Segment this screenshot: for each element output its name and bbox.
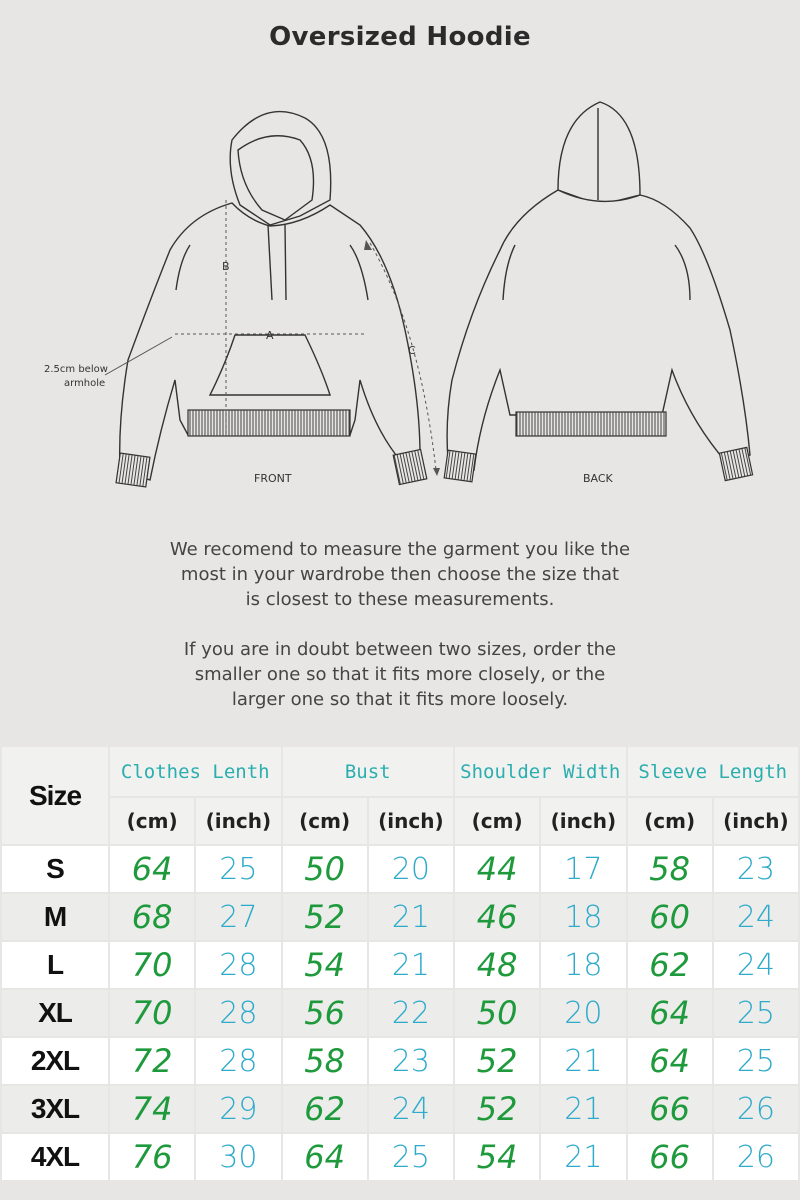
note-line: We recomend to measure the garment you like the: [169, 539, 631, 560]
label-c: C: [408, 344, 416, 357]
cm-value-cell: 58: [283, 1038, 367, 1084]
size-cell: M: [2, 894, 108, 940]
label-b: B: [222, 260, 230, 273]
inch-value-cell: 20: [369, 846, 453, 892]
cm-value-cell: 50: [283, 846, 367, 892]
note-line: smaller one so that it fits more closely, or the: [194, 664, 606, 685]
cm-value-cell: 50: [455, 990, 539, 1036]
unit-header: (inch): [369, 798, 453, 844]
inch-value-cell: 21: [369, 942, 453, 988]
size-cell: XL: [2, 990, 108, 1036]
size-cell: 3XL: [2, 1086, 108, 1132]
inch-value-cell: 26: [714, 1134, 798, 1180]
unit-header: (cm): [628, 798, 712, 844]
unit-row: [2, 798, 798, 844]
doubt-note: [0, 637, 800, 712]
inch-value-cell: 21: [541, 1086, 625, 1132]
inch-value-cell: 23: [369, 1038, 453, 1084]
inch-value-cell: 24: [369, 1086, 453, 1132]
inch-value-cell: 26: [714, 1086, 798, 1132]
cm-value-cell: 46: [455, 894, 539, 940]
cm-value-cell: 70: [110, 990, 194, 1036]
front-label: FRONT: [254, 472, 292, 485]
inch-value-cell: 28: [196, 1038, 280, 1084]
table-row: [2, 990, 798, 1036]
note-line: larger one so that it fits more loosely.: [231, 689, 569, 710]
cm-value-cell: 54: [283, 942, 367, 988]
measure-note: [0, 537, 800, 612]
front-left-cuff: [116, 453, 150, 487]
inch-value-cell: 22: [369, 990, 453, 1036]
table-row: [2, 1086, 798, 1132]
cm-value-cell: 66: [628, 1134, 712, 1180]
page-title: Oversized Hoodie: [269, 22, 531, 52]
cm-value-cell: 52: [455, 1038, 539, 1084]
inch-value-cell: 21: [541, 1038, 625, 1084]
cm-value-cell: 72: [110, 1038, 194, 1084]
size-header: Size: [2, 747, 108, 844]
inch-value-cell: 21: [369, 894, 453, 940]
note-line: most in your wardrobe then choose the size that: [180, 564, 620, 585]
unit-header: (cm): [283, 798, 367, 844]
cm-value-cell: 58: [628, 846, 712, 892]
inch-value-cell: 21: [541, 1134, 625, 1180]
inch-value-cell: 23: [714, 846, 798, 892]
cm-value-cell: 48: [455, 942, 539, 988]
unit-header: (inch): [196, 798, 280, 844]
table-row: [2, 846, 798, 892]
back-hood: [558, 102, 640, 205]
back-waistband: [516, 412, 666, 436]
inch-value-cell: 24: [714, 894, 798, 940]
unit-header: (cm): [455, 798, 539, 844]
size-cell: 2XL: [2, 1038, 108, 1084]
cm-value-cell: 64: [628, 990, 712, 1036]
note-line: is closest to these measurements.: [245, 589, 555, 610]
inch-value-cell: 18: [541, 894, 625, 940]
inch-value-cell: 18: [541, 942, 625, 988]
inch-value-cell: 25: [196, 846, 280, 892]
size-cell: L: [2, 942, 108, 988]
note-line: If you are in doubt between two sizes, order the: [183, 639, 617, 660]
table-row: [2, 1038, 798, 1084]
cm-value-cell: 56: [283, 990, 367, 1036]
front-waistband: [188, 410, 350, 436]
cm-value-cell: 64: [628, 1038, 712, 1084]
inch-value-cell: 28: [196, 942, 280, 988]
group-header-clothes-length: Clothes Lenth: [110, 747, 281, 796]
inch-value-cell: 25: [714, 1038, 798, 1084]
inch-value-cell: 29: [196, 1086, 280, 1132]
front-right-cuff: [393, 449, 427, 484]
size-cell: S: [2, 846, 108, 892]
cm-value-cell: 68: [110, 894, 194, 940]
header-row: [2, 747, 798, 796]
armhole-note-2: armhole: [64, 378, 106, 389]
unit-header: (cm): [110, 798, 194, 844]
inch-value-cell: 17: [541, 846, 625, 892]
table-row: [2, 894, 798, 940]
cm-value-cell: 62: [628, 942, 712, 988]
hoodie-sketch: [0, 95, 800, 495]
table-row: [2, 1134, 798, 1180]
inch-value-cell: 25: [714, 990, 798, 1036]
table-row: [2, 942, 798, 988]
inch-value-cell: 30: [196, 1134, 280, 1180]
inch-value-cell: 27: [196, 894, 280, 940]
cm-value-cell: 64: [283, 1134, 367, 1180]
inch-value-cell: 28: [196, 990, 280, 1036]
cm-value-cell: 66: [628, 1086, 712, 1132]
cm-value-cell: 52: [283, 894, 367, 940]
cm-value-cell: 64: [110, 846, 194, 892]
back-right-cuff: [719, 447, 752, 480]
group-header-shoulder-width: Shoulder Width: [455, 747, 626, 796]
inch-value-cell: 25: [369, 1134, 453, 1180]
unit-header: (inch): [714, 798, 798, 844]
unit-header: (inch): [541, 798, 625, 844]
back-label: BACK: [583, 472, 613, 485]
group-header-bust: Bust: [283, 747, 454, 796]
cm-value-cell: 60: [628, 894, 712, 940]
cm-value-cell: 62: [283, 1086, 367, 1132]
inch-value-cell: 24: [714, 942, 798, 988]
front-hood: [230, 112, 331, 225]
back-left-cuff: [444, 450, 476, 482]
group-header-sleeve-length: Sleeve Length: [628, 747, 799, 796]
cm-value-cell: 44: [455, 846, 539, 892]
cm-value-cell: 54: [455, 1134, 539, 1180]
armhole-note: 2.5cm below: [44, 364, 108, 375]
cm-value-cell: 74: [110, 1086, 194, 1132]
size-cell: 4XL: [2, 1134, 108, 1180]
size-chart-table: [0, 745, 800, 1182]
label-a: A: [266, 329, 274, 342]
cm-value-cell: 76: [110, 1134, 194, 1180]
inch-value-cell: 20: [541, 990, 625, 1036]
cm-value-cell: 52: [455, 1086, 539, 1132]
cm-value-cell: 70: [110, 942, 194, 988]
